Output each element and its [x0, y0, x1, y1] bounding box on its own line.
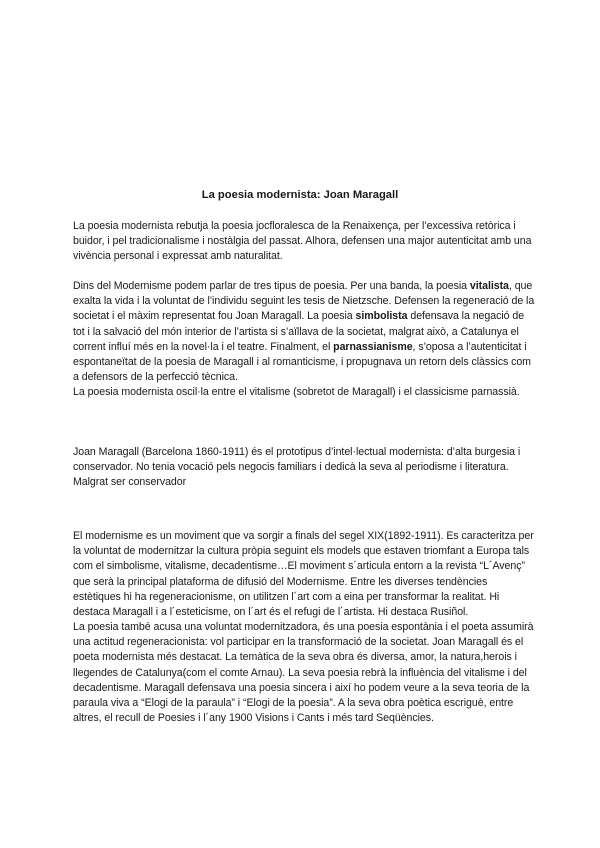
- paragraph-maragall-poetry: [73, 620, 535, 726]
- paragraph-text: La poesia modernista oscil·la entre el vitalisme (sobretot de Maragall) i el classicisme parnassià.: [73, 386, 520, 398]
- paragraph-text: Joan Maragall (Barcelona 1860-1911) és el prototipus d’intel·lectual modernista: d’alta burgesia i conservador. No tenia vocació pels negocis familiars i dedicà la seva al periodisme i literatura. Malgrat ser conservador: [73, 446, 521, 489]
- term-vitalista: vitalista: [469, 280, 509, 292]
- paragraph-text: El modernisme es un moviment que va sorgir a finals del segel XIX(1892-1911). Es caracteritza per la voluntat de modernitzar la cultura pròpia seguint els models que estaven triomfant a Europa tals com el simbolisme, vitalisme, decadentisme…El moviment s´articula entorn a la revista “L´Avenç” que serà la principal plataforma de difusió del Modernisme. Entre les diverses tendències estètiques hi ha regeneracionisme, on utilitzen l´art com a eina per transformar la realitat. Hi destaca Maragall i a l´esteticisme, on l´art és el refugi de l´artista. Hi destaca Rusiñol.: [73, 530, 534, 619]
- paragraph-joan-maragall-bio: [73, 445, 535, 491]
- paragraph-poetry-types: [73, 279, 535, 385]
- paragraph-modernisme-movement: [73, 529, 535, 620]
- paragraph-text: Dins del Modernisme podem parlar de tres tipus de poesia. Per una banda, la poesia: [73, 280, 470, 292]
- term-simbolista: simbolista: [355, 310, 408, 323]
- paragraph-text: , s’oposa a l’autenticitat i espontaneïtat de la poesia de Maragall i al romanticisme, i propugnava un retorn dels clàssics com a defensors de la perfecció tècnica.: [73, 340, 531, 384]
- paragraph-vitalism-classicism: [73, 385, 535, 400]
- paragraph-text: La poesia també acusa una voluntat modernitzadora, és una poesia espontània i el poeta assumirà una actitud regeneracionista: vol participar en la transformació de la societat. Joan Maragall és el poeta modernista més destacat. La temàtica de la seva obra és diversa, amor, la natura,herois i llegendes de Catalunya(com el comte Arnau). La seva poesia rebrà la influència del vitalisme i del decadentisme. Maragall defensava una poesia sincera i així ho podem veure a la seva teoria de la paraula viva a “Elogi de la paraula” i “Elogi de la poesia”. A la seva obra poètica escriguè, entre altres, el recull de Poesies i l´any 1900 Visions i Cants i més tard Seqüències.: [73, 621, 534, 725]
- term-parnassianisme: parnassianisme: [333, 340, 413, 353]
- document-title: La poesia modernista: Joan Maragall: [201, 189, 399, 201]
- paragraph-text: La poesia modernista rebutja la poesia jocfloralesca de la Renaixença, per l’excessiva retòrica i buidor, i pel tradicionalisme i nostàlgia del passat. Alhora, defensen una major autenticitat amb una vivència personal i expressat amb naturalitat.: [73, 220, 532, 263]
- paragraph-text: defensava la negació de tot i la salvació del món interior de l’artista si s’aïllava de la societat, malgrat això, a Catalunya el corrent influí més en la novel·la i el teatre. Finalment, el: [73, 310, 525, 353]
- paragraph-text: , que exalta la vida i la voluntat de l’individu seguint les tesis de Nietzsche. Defensen la regeneració de la societat i el màxim representat fou Joan Maragall. La poesia: [73, 280, 535, 323]
- paragraph-modernist-poetry-intro: [73, 219, 535, 265]
